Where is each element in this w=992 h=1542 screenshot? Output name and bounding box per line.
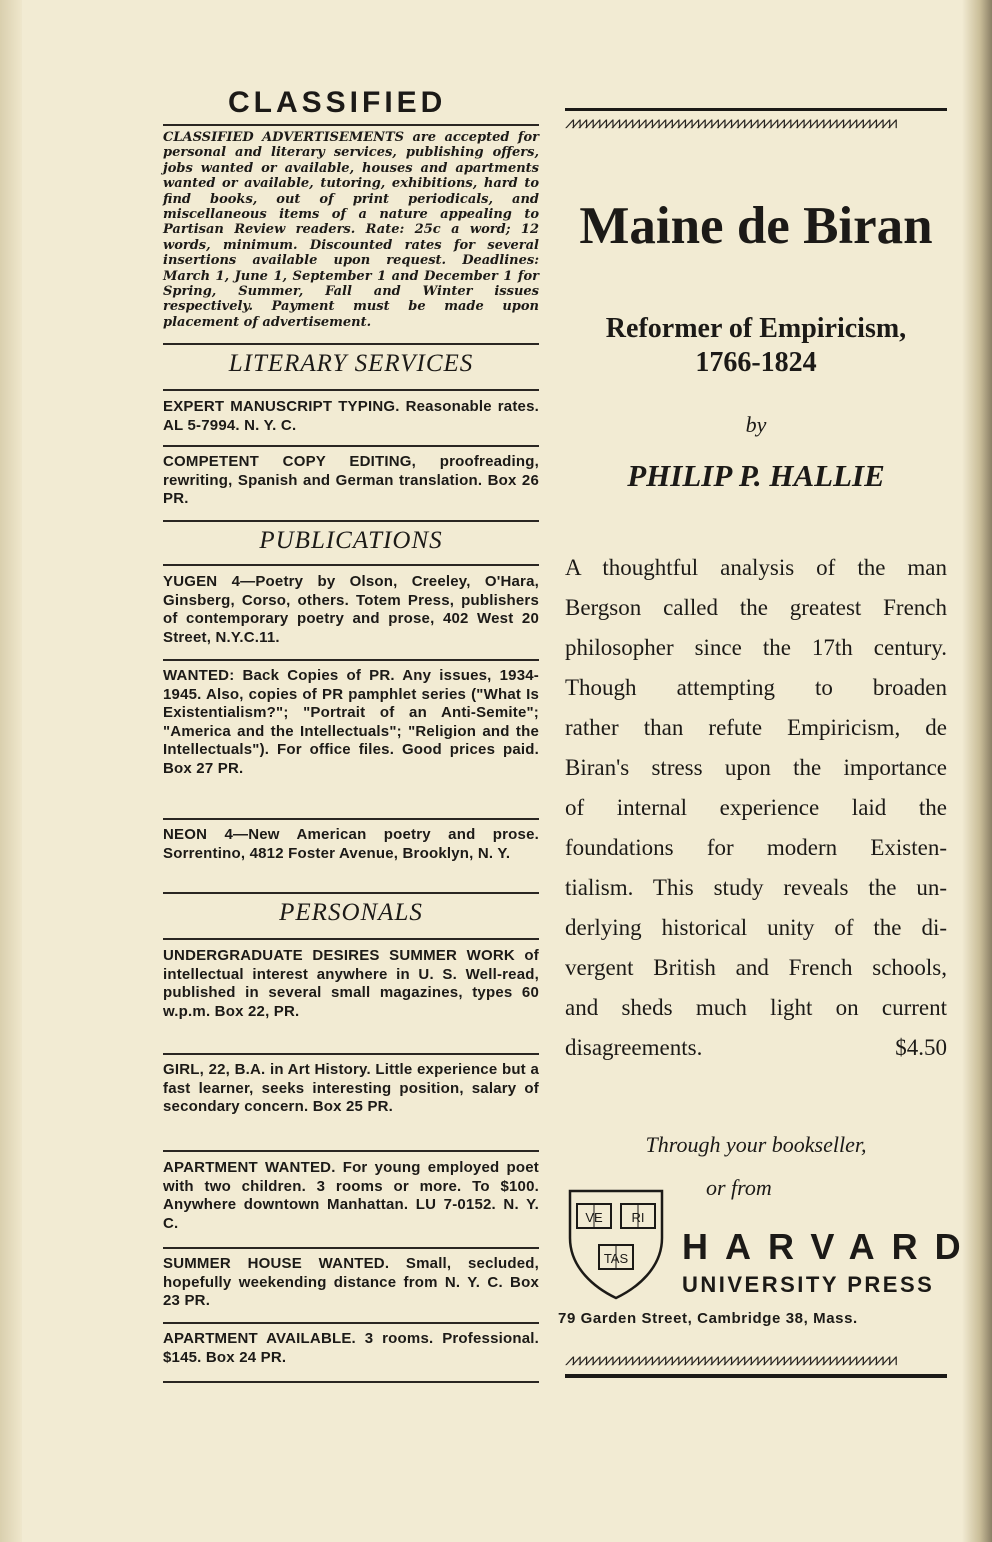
description-line: Bergson called the greatest French xyxy=(565,595,947,620)
description-line: and sheds much light on current xyxy=(565,995,947,1020)
classified-intro: CLASSIFIED ADVERTISEMENTS are accepted for personal and literary services, publishing offers, jobs wanted or available, houses and apartments wanted or available, tutoring, exhibitions, hard to find books, out of print periodicals, and miscellaneous items of a nature appealing to Partisan Review readers. Rate: 25c a word; 12 words, minimum. Discounted rates for several insertions available upon request. Deadlines: March 1, June 1, September 1 and December 1 for Spring, Summer, Fall and Winter issues respectively. Payment must be made upon placement of advertisement. xyxy=(163,130,539,330)
through-bookseller: Through your bookseller, xyxy=(645,1132,867,1157)
divider xyxy=(163,659,539,661)
price: $4.50 xyxy=(895,1035,947,1060)
classified-ad: WANTED: Back Copies of PR. Any issues, 1934-1945. Also, copies of PR pamphlet series ("What Is Existentialism?"; "Portrait of an Anti-Semite"; "America and the Intellectuals"; "Religion and the Intellectuals"). For office files. Good prices paid. Box 27 PR. xyxy=(163,667,539,777)
classified-ad: NEON 4—New American poetry and prose. Sorrentino, 4812 Foster Avenue, Brooklyn, N. Y. xyxy=(163,826,539,862)
publisher-subname: UNIVERSITY PRESS xyxy=(682,1272,935,1297)
classified-ad: APARTMENT WANTED. For young employed poet with two children. 3 rooms or more. To $100. Anywhere downtown Manhattan. LU 7-0152. N. Y. C. xyxy=(163,1159,539,1232)
classified-title: CLASSIFIED xyxy=(228,86,447,119)
or-from: or from xyxy=(706,1175,772,1200)
by-label: by xyxy=(745,412,767,437)
description-line: tialism. This study reveals the un- xyxy=(565,875,947,900)
description-line: foundations for modern Existen- xyxy=(565,835,947,860)
svg-text:TAS: TAS xyxy=(603,1251,629,1266)
description-line: derlying historical unity of the di- xyxy=(565,915,947,940)
description-line: philosopher since the 17th century. xyxy=(565,635,947,660)
divider xyxy=(163,1053,539,1055)
book-title: Maine de Biran xyxy=(579,197,933,255)
description-line: Biran's stress upon the importance xyxy=(565,755,947,780)
divider xyxy=(163,520,539,522)
classified-ad: EXPERT MANUSCRIPT TYPING. Reasonable rates. AL 5-7994. N. Y. C. xyxy=(163,398,539,434)
description-line: rather than refute Empiricism, de xyxy=(565,715,947,740)
divider xyxy=(163,1150,539,1152)
classified-ad: APARTMENT AVAILABLE. 3 rooms. Professional. $145. Box 24 PR. xyxy=(163,1330,539,1366)
divider xyxy=(163,818,539,820)
page-gutter xyxy=(0,0,22,1542)
svg-text:RI: RI xyxy=(631,1210,645,1225)
description-line: vergent British and French schools, xyxy=(565,955,947,980)
classified-ad: SUMMER HOUSE WANTED. Small, secluded, hopefully weekending distance from N. Y. C. Box 23 PR. xyxy=(163,1255,539,1309)
page-edge xyxy=(962,0,992,1542)
wave-ornament: ⩘⩘⩘⩘⩘⩘⩘⩘⩘⩘⩘⩘⩘⩘⩘⩘⩘⩘⩘⩘⩘⩘⩘⩘⩘⩘⩘⩘⩘⩘⩘⩘⩘⩘⩘⩘⩘⩘⩘⩘⩘⩘⩘⩘⩘⩘⩘⩘⩘⩘ xyxy=(565,1350,895,1370)
divider xyxy=(163,1381,539,1383)
divider xyxy=(163,938,539,940)
wave-ornament: ⩘⩘⩘⩘⩘⩘⩘⩘⩘⩘⩘⩘⩘⩘⩘⩘⩘⩘⩘⩘⩘⩘⩘⩘⩘⩘⩘⩘⩘⩘⩘⩘⩘⩘⩘⩘⩘⩘⩘⩘⩘⩘⩘⩘⩘⩘⩘⩘⩘⩘ xyxy=(565,113,895,133)
divider xyxy=(163,1247,539,1249)
classified-ad: UNDERGRADUATE DESIRES SUMMER WORK of intellectual interest anywhere in U. S. Well-read, published in several small magazines, types 60 w.p.m. Box 22, PR. xyxy=(163,947,539,1020)
book-description xyxy=(565,548,947,1068)
divider xyxy=(163,343,539,345)
description-line: disagreements. xyxy=(565,1035,703,1060)
bottom-border xyxy=(565,1374,947,1378)
description-last-line xyxy=(565,1028,947,1068)
classified-ad: YUGEN 4—Poetry by Olson, Creeley, O'Hara, Ginsberg, Corso, others. Totem Press, publishers of contemporary poetry and prose, 402 West 20 Street, N.Y.C.11. xyxy=(163,573,539,646)
publisher-address: 79 Garden Street, Cambridge 38, Mass. xyxy=(558,1310,858,1327)
harvard-shield-icon xyxy=(567,1188,665,1300)
divider xyxy=(163,445,539,447)
divider xyxy=(163,892,539,894)
description-line: Though attempting to broaden xyxy=(565,675,947,700)
description-line: A thoughtful analysis of the man xyxy=(565,555,947,580)
section-heading-personals: PERSONALS xyxy=(279,899,423,926)
publisher-name: HARVARD xyxy=(682,1226,978,1267)
subtitle-line: Reformer of Empiricism, xyxy=(605,313,907,344)
classified-ad: GIRL, 22, B.A. in Art History. Little experience but a fast learner, seeks interesting position, salary of secondary concern. Box 25 PR. xyxy=(163,1061,539,1115)
description-line: of internal experience laid the xyxy=(565,795,947,820)
divider xyxy=(163,1322,539,1324)
divider xyxy=(163,564,539,566)
divider xyxy=(163,124,539,126)
subtitle-dates: 1766-1824 xyxy=(695,347,817,378)
top-border xyxy=(565,108,947,111)
book-subtitle xyxy=(565,312,947,380)
classified-ad: COMPETENT COPY EDITING, proofreading, rewriting, Spanish and German translation. Box 26 PR. xyxy=(163,453,539,507)
author-name: PHILIP P. HALLIE xyxy=(627,458,885,493)
section-heading-publications: PUBLICATIONS xyxy=(259,527,443,554)
svg-text:VE: VE xyxy=(585,1210,603,1225)
section-heading-literary-services: LITERARY SERVICES xyxy=(228,350,474,377)
divider xyxy=(163,389,539,391)
